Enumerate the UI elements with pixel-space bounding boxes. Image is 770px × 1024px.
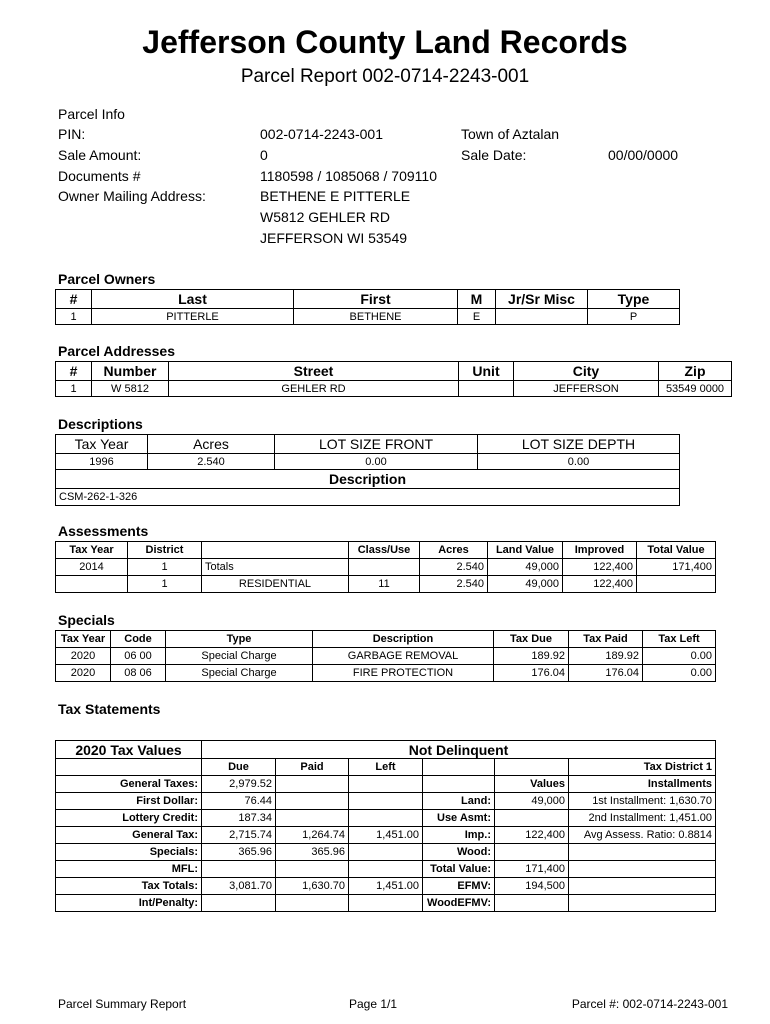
table-row <box>56 559 716 576</box>
spec-cell: 176.04 <box>494 665 569 682</box>
tax-row-due: 2,715.74 <box>202 827 276 844</box>
tax-row-paid <box>276 776 349 793</box>
spec-col-description: Description <box>313 631 494 648</box>
owners-col-last: Last <box>92 290 294 309</box>
installment-item <box>569 844 716 861</box>
asm-col-land: Land Value <box>488 542 563 559</box>
value-row-value: 171,400 <box>495 861 569 878</box>
page-subtitle: Parcel Report 002-0714-2243-001 <box>240 66 530 87</box>
tax-row <box>56 793 716 810</box>
asm-cell <box>637 576 716 593</box>
tax-header-blank <box>423 759 495 776</box>
tax-row-left: 1,451.00 <box>349 827 423 844</box>
asm-cell: 122,400 <box>563 559 637 576</box>
addr-col-unit: Unit <box>459 362 514 381</box>
documents-value: 1180598 / 1085068 / 709110 <box>260 168 437 184</box>
pin-label: PIN: <box>58 126 86 142</box>
tax-row-paid: 365.96 <box>276 844 349 861</box>
description-label: Description <box>56 470 680 489</box>
asm-cell: 2014 <box>56 559 128 576</box>
owner-address-line-3: JEFFERSON WI 53549 <box>260 230 408 246</box>
tax-row-paid <box>276 793 349 810</box>
asm-cell: 171,400 <box>637 559 716 576</box>
spec-cell: 2020 <box>56 665 111 682</box>
addr-col-zip: Zip <box>659 362 732 381</box>
tax-row-left <box>349 861 423 878</box>
owners-table <box>55 289 680 325</box>
table-row <box>56 648 716 665</box>
asm-col-district: District <box>128 542 202 559</box>
tax-row-label: MFL: <box>56 861 202 878</box>
owners-col-number: # <box>56 290 92 309</box>
descriptions-heading: Descriptions <box>58 416 143 432</box>
tax-row-paid: 1,630.70 <box>276 878 349 895</box>
asm-cell: 2.540 <box>420 559 488 576</box>
desc-col-lot-depth: LOT SIZE DEPTH <box>478 435 680 454</box>
tax-row <box>56 895 716 912</box>
owner-address-line-2: W5812 GEHLER RD <box>260 209 390 225</box>
addresses-table <box>55 361 732 397</box>
tax-values-title: 2020 Tax Values <box>56 741 202 759</box>
footer-report-name: Parcel Summary Report <box>58 997 187 1011</box>
tax-row-label: Tax Totals: <box>56 878 202 895</box>
desc-tax-year: 1996 <box>56 454 148 470</box>
tax-header-blank <box>495 759 569 776</box>
value-row-value <box>495 810 569 827</box>
sale-amount-label: Sale Amount: <box>58 147 142 163</box>
asm-cell <box>56 576 128 593</box>
value-row-label: Land: <box>423 793 495 810</box>
tax-statements-table <box>55 740 716 912</box>
tax-row-left <box>349 810 423 827</box>
owners-col-type: Type <box>588 290 680 309</box>
tax-row-label: Specials: <box>56 844 202 861</box>
addr-unit <box>459 381 514 397</box>
value-row-value <box>495 895 569 912</box>
installment-item: 2nd Installment: 1,451.00 <box>569 810 716 827</box>
owners-heading: Parcel Owners <box>58 271 156 287</box>
tax-col-due: Due <box>202 759 276 776</box>
spec-cell: 189.92 <box>569 648 643 665</box>
asm-cell: 2.540 <box>420 576 488 593</box>
spec-cell: 2020 <box>56 648 111 665</box>
spec-col-tax-due: Tax Due <box>494 631 569 648</box>
value-row-label: Total Value: <box>423 861 495 878</box>
tax-col-left: Left <box>349 759 423 776</box>
desc-col-lot-front: LOT SIZE FRONT <box>275 435 478 454</box>
tax-row-paid: 1,264.74 <box>276 827 349 844</box>
values-col-header: Values <box>495 776 569 793</box>
tax-row <box>56 878 716 895</box>
footer-parcel-number: Parcel #: 002-0714-2243-001 <box>571 997 728 1011</box>
value-row-label <box>423 776 495 793</box>
value-row-value <box>495 844 569 861</box>
tax-row-label: General Taxes: <box>56 776 202 793</box>
table-row <box>56 309 680 325</box>
tax-row-due: 187.34 <box>202 810 276 827</box>
spec-cell: 189.92 <box>494 648 569 665</box>
tax-row-left: 1,451.00 <box>349 878 423 895</box>
tax-row-paid <box>276 861 349 878</box>
owners-col-first: First <box>294 290 458 309</box>
installment-item: Avg Assess. Ratio: 0.8814 <box>569 827 716 844</box>
assessments-heading: Assessments <box>58 523 149 539</box>
tax-row <box>56 844 716 861</box>
asm-cell: RESIDENTIAL <box>202 576 349 593</box>
spec-cell: GARBAGE REMOVAL <box>313 648 494 665</box>
spec-cell: 06 00 <box>111 648 166 665</box>
installments-header: Installments <box>569 776 716 793</box>
asm-cell: 1 <box>128 576 202 593</box>
tax-row-label: Int/Penalty: <box>56 895 202 912</box>
addresses-heading: Parcel Addresses <box>58 343 175 359</box>
asm-cell: Totals <box>202 559 349 576</box>
spec-col-type: Type <box>166 631 313 648</box>
tax-row <box>56 810 716 827</box>
spec-cell: 0.00 <box>643 665 716 682</box>
value-row-label: WoodEFMV: <box>423 895 495 912</box>
addr-zip: 53549 0000 <box>659 381 732 397</box>
town-value: Town of Aztalan <box>461 126 560 142</box>
spec-col-code: Code <box>111 631 166 648</box>
asm-cell <box>349 559 420 576</box>
page-title: Jefferson County Land Records <box>142 24 628 60</box>
spec-col-tax-left: Tax Left <box>643 631 716 648</box>
asm-col-tax-year: Tax Year <box>56 542 128 559</box>
addr-col-number: # <box>56 362 92 381</box>
addr-house: W 5812 <box>92 381 169 397</box>
tax-row-due: 2,979.52 <box>202 776 276 793</box>
sale-amount-value: 0 <box>260 147 268 163</box>
table-row <box>56 576 716 593</box>
tax-row-left <box>349 793 423 810</box>
tax-row <box>56 827 716 844</box>
owner-address-line-1: BETHENE E PITTERLE <box>260 188 411 204</box>
tax-row-label: General Tax: <box>56 827 202 844</box>
tax-row-due <box>202 861 276 878</box>
pin-value: 002-0714-2243-001 <box>260 126 383 142</box>
owners-col-suffix: Jr/Sr Misc <box>496 290 588 309</box>
tax-row-label: First Dollar: <box>56 793 202 810</box>
asm-cell: 49,000 <box>488 559 563 576</box>
desc-lot-depth: 0.00 <box>478 454 680 470</box>
table-row <box>56 454 680 470</box>
descriptions-table <box>55 434 680 506</box>
asm-col-blank <box>202 542 349 559</box>
desc-lot-front: 0.00 <box>275 454 478 470</box>
owner-suffix <box>496 309 588 325</box>
sale-date-label: Sale Date: <box>461 147 527 163</box>
tax-row-due <box>202 895 276 912</box>
tax-district: Tax District 1 <box>569 759 716 776</box>
owner-middle: E <box>458 309 496 325</box>
tax-row-paid <box>276 810 349 827</box>
value-row-value: 49,000 <box>495 793 569 810</box>
tax-row-due: 365.96 <box>202 844 276 861</box>
owner-type: P <box>588 309 680 325</box>
desc-acres: 2.540 <box>148 454 275 470</box>
tax-row-left <box>349 844 423 861</box>
spec-col-tax-year: Tax Year <box>56 631 111 648</box>
asm-cell: 1 <box>128 559 202 576</box>
table-row <box>56 381 732 397</box>
spec-cell: 08 06 <box>111 665 166 682</box>
owner-first: BETHENE <box>294 309 458 325</box>
delinquency-status: Not Delinquent <box>202 741 716 759</box>
asm-col-improved: Improved <box>563 542 637 559</box>
description-value: CSM-262-1-326 <box>56 489 680 506</box>
installment-item <box>569 878 716 895</box>
desc-col-acres: Acres <box>148 435 275 454</box>
value-row-value: 194,500 <box>495 878 569 895</box>
tax-row-label: Lottery Credit: <box>56 810 202 827</box>
tax-col-paid: Paid <box>276 759 349 776</box>
installment-item <box>569 861 716 878</box>
owners-col-middle: M <box>458 290 496 309</box>
value-row-label: EFMV: <box>423 878 495 895</box>
asm-col-class: Class/Use <box>349 542 420 559</box>
value-row-label: Use Asmt: <box>423 810 495 827</box>
tax-statements-heading: Tax Statements <box>58 701 161 717</box>
tax-row <box>56 861 716 878</box>
owner-address-label: Owner Mailing Address: <box>58 188 206 204</box>
desc-col-tax-year: Tax Year <box>56 435 148 454</box>
tax-row <box>56 776 716 793</box>
parcel-info-heading: Parcel Info <box>58 106 125 122</box>
documents-label: Documents # <box>58 168 141 184</box>
addr-col-street: Street <box>169 362 459 381</box>
addr-number: 1 <box>56 381 92 397</box>
tax-row-left <box>349 776 423 793</box>
spec-cell: Special Charge <box>166 665 313 682</box>
assessments-table <box>55 541 716 593</box>
spec-cell: 176.04 <box>569 665 643 682</box>
tax-row-left <box>349 895 423 912</box>
owner-last: PITTERLE <box>92 309 294 325</box>
sale-date-value: 00/00/0000 <box>608 147 679 163</box>
spec-cell: Special Charge <box>166 648 313 665</box>
tax-row-due: 3,081.70 <box>202 878 276 895</box>
addr-street: GEHLER RD <box>169 381 459 397</box>
asm-col-acres: Acres <box>420 542 488 559</box>
value-row-label: Wood: <box>423 844 495 861</box>
tax-row-paid <box>276 895 349 912</box>
tax-header-blank <box>56 759 202 776</box>
addr-col-city: City <box>514 362 659 381</box>
addr-col-house: Number <box>92 362 169 381</box>
table-row <box>56 665 716 682</box>
installment-item: 1st Installment: 1,630.70 <box>569 793 716 810</box>
specials-heading: Specials <box>58 612 115 628</box>
asm-cell: 11 <box>349 576 420 593</box>
spec-col-tax-paid: Tax Paid <box>569 631 643 648</box>
owner-number: 1 <box>56 309 92 325</box>
tax-row-due: 76.44 <box>202 793 276 810</box>
footer-page-number: Page 1/1 <box>349 997 398 1011</box>
spec-cell: 0.00 <box>643 648 716 665</box>
specials-table <box>55 630 716 682</box>
value-row-label: Imp.: <box>423 827 495 844</box>
asm-cell: 122,400 <box>563 576 637 593</box>
addr-city: JEFFERSON <box>514 381 659 397</box>
installment-item <box>569 895 716 912</box>
asm-col-total: Total Value <box>637 542 716 559</box>
asm-cell: 49,000 <box>488 576 563 593</box>
value-row-value: 122,400 <box>495 827 569 844</box>
spec-cell: FIRE PROTECTION <box>313 665 494 682</box>
